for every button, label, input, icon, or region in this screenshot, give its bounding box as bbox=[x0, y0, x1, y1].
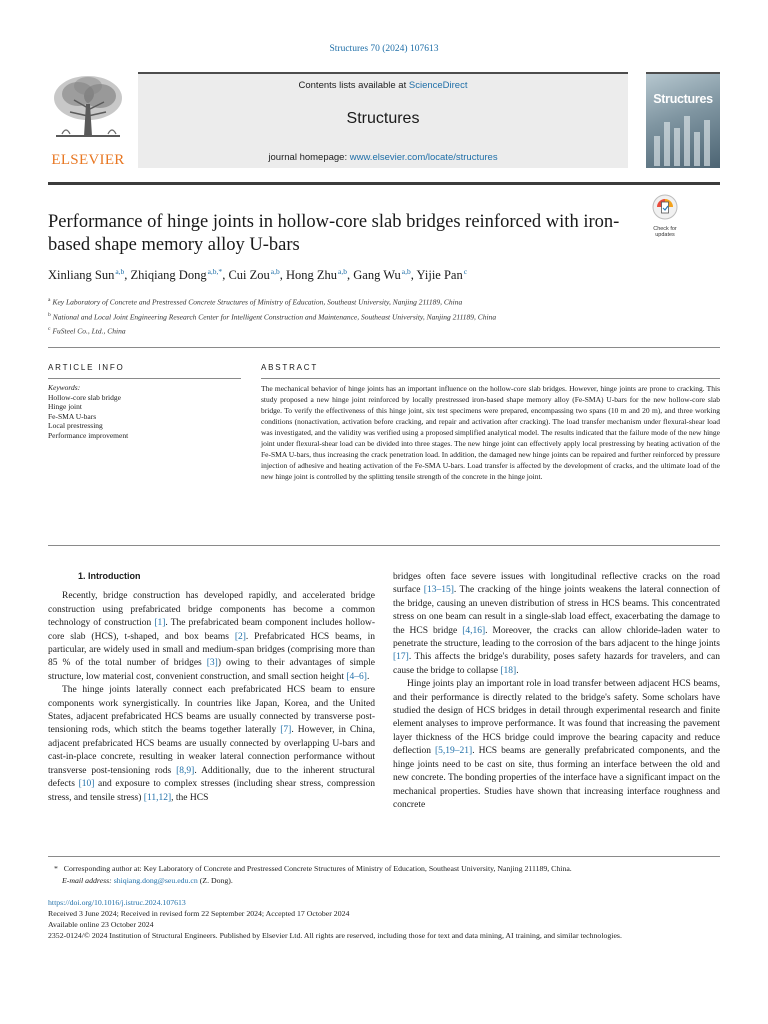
sciencedirect-link[interactable]: ScienceDirect bbox=[408, 80, 468, 91]
journal-homepage-link[interactable]: www.elsevier.com/locate/structures bbox=[349, 152, 498, 163]
abstract-end-rule bbox=[48, 545, 720, 546]
body-paragraph: Recently, bridge construction has developed rapidly, and accelerated bridge construction using prefabricated bridge components has become a common technology of construction [1]. The prefabricated beam component includes hollow-core slab (HCS), t-shaped, and box beams [2]. Prefabricated HCS beams, in particular, are widely used in small and medium-span bridges (comprising more than 85 % of the total number of bridges [3]) owing to their advantages of simple structure, low material cost, convenient construction, and small section height [4–6]. bbox=[48, 591, 376, 682]
cover-title: Structures bbox=[653, 92, 713, 106]
doi-link[interactable]: https://doi.org/10.1016/j.istruc.2024.107613 bbox=[48, 898, 186, 907]
available-online: Available online 23 October 2024 bbox=[48, 920, 154, 929]
author-list: Xinliang Sun$^{a,b}$, Zhiqiang Dong$^{a,b,*}$, Cui Zou$^{a,b}$, Hong Zhu$^{a,b}$, Gang Wu$^{a,b}$, Yijie Pan$^c$ bbox=[48, 267, 468, 282]
reference-link[interactable]: [7] bbox=[280, 725, 292, 736]
email-note bbox=[48, 875, 720, 887]
author-affiliation-mark[interactable]: a,b bbox=[338, 267, 347, 276]
keywords-list bbox=[48, 393, 241, 441]
keyword: Hollow-core slab bridge bbox=[48, 392, 121, 402]
affiliation-text: Key Laboratory of Concrete and Prestressed Concrete Structures of Ministry of Education, Southeast University, Nanjing 211189, China bbox=[52, 297, 463, 307]
keywords-block bbox=[48, 383, 241, 440]
journal-reference[interactable]: Structures 70 (2024) 107613 bbox=[329, 44, 439, 54]
reference-link[interactable]: [13–15] bbox=[423, 585, 454, 596]
article-info-rule bbox=[48, 378, 241, 379]
check-for-updates-button[interactable] bbox=[646, 194, 684, 238]
author-name[interactable]: Gang Wu bbox=[353, 268, 401, 282]
email-link[interactable]: shiqiang.dong@seu.edu.cn bbox=[113, 876, 198, 885]
homepage-prefix: journal homepage: bbox=[268, 152, 350, 163]
reference-link[interactable]: [1] bbox=[154, 618, 166, 629]
affiliation bbox=[48, 294, 720, 309]
reference-link[interactable]: [3] bbox=[206, 658, 218, 669]
author[interactable] bbox=[353, 268, 411, 282]
keyword: Local prestressing bbox=[48, 421, 103, 430]
body-paragraph: Hinge joints play an important role in load transfer between adjacent HCS beams, and their performance is directly related to the bridge's safety. Some scholars have studied the design of HCS bridges in detail through experimental research and finite element analyses to improve performance. It was found that increasing the pavement layer thickness of the HCS bridge could improve the bearing capacity and reduce deflection [5,19–21]. HCS beams are generally prefabricated components, and the hinge joints need to be cast on site, thus forming an interface between the old and new concrete. The bonding properties of the interface have a significant impact on the mechanical properties. Studies have shown that increasing interface roughness and concrete bbox=[393, 679, 721, 810]
affiliation-text: FuSteel Co., Ltd., China bbox=[52, 326, 126, 336]
affiliation-mark: a bbox=[48, 297, 51, 303]
keyword: Performance improvement bbox=[48, 430, 129, 440]
corresponding-text: Corresponding author at: Key Laboratory of Concrete and Prestressed Concrete Structures of Ministry of Education, Southeast University, Nanjing 211189, China. bbox=[63, 864, 572, 873]
author-name[interactable]: Xinliang Sun bbox=[48, 268, 115, 282]
reference-link[interactable]: [18] bbox=[500, 665, 517, 676]
reference-link[interactable]: [11,12] bbox=[143, 792, 172, 803]
left-paragraphs bbox=[48, 590, 375, 805]
contents-line bbox=[138, 80, 628, 91]
footnote-rule bbox=[48, 856, 720, 857]
reference-link[interactable]: [5,19–21] bbox=[435, 746, 473, 757]
author[interactable] bbox=[48, 268, 124, 282]
received-dates: Received 3 June 2024; Received in revised form 22 September 2024; Accepted 17 October 2024 bbox=[48, 909, 350, 918]
elsevier-logo[interactable] bbox=[48, 72, 128, 168]
abstract-rule bbox=[261, 378, 720, 379]
affiliation-mark: c bbox=[48, 326, 51, 332]
cover-image bbox=[652, 114, 714, 166]
author-name[interactable]: Hong Zhu bbox=[285, 268, 338, 282]
body-paragraph: bridges often face severe issues with longitudinal reflective cracks on the road surface [13–15]. The cracking of the hinge joints weakens the lateral connection of the bridge, causing an uneven distribution of stress in HCS beams. This concentrated stress on one beam can result in a single-slab load effect, exacerbating the damage to the HCS bridge [4,16]. Moreover, the cracks can allow chloride-laden water to penetrate the structure, leading to the corrosion of the bars adjacent to the hinge joints [17]. This affects the bridge's durability, poses safety hazards for travelers, and can cause the bridge to collapse [18]. bbox=[393, 572, 720, 676]
reference-link[interactable]: [4–6] bbox=[346, 671, 367, 682]
reference-link[interactable]: [2] bbox=[234, 631, 246, 642]
reference-link[interactable]: [17] bbox=[393, 652, 409, 663]
check-for-updates-icon bbox=[652, 194, 678, 220]
author[interactable] bbox=[228, 268, 279, 282]
footnotes bbox=[48, 863, 720, 887]
elsevier-wordmark: ELSEVIER bbox=[51, 152, 125, 168]
keyword: Fe-SMA U-bars bbox=[48, 411, 97, 421]
paper-title: Performance of hinge joints in hollow-core slab bridges reinforced with iron-based shape memory alloy U-bars bbox=[48, 212, 620, 255]
body-paragraph: The hinge joints laterally connect each prefabricated HCS beam to ensure components work synergistically. In countries like Japan, Korea, and the United States, adjacent prefabricated HCS beams are usually connected by transverse post-tensioning rods, which stitch the beams together laterally [7]. However, in China, adjacent prefabricated HCS beams are usually connected by overlapping U-bars and cast-in-place concrete, resulting in weaker lateral connection performance without transverse post-tensioning rods [8,9]. Additionally, due to the inherent structural defects [10] and exposure to complex stresses (including shear stress, compression stress, and tensile stress) [11,12], the HCS bbox=[48, 685, 376, 803]
author-affiliation-mark[interactable]: a,b bbox=[270, 267, 280, 276]
body-column-left bbox=[48, 570, 375, 805]
author[interactable] bbox=[417, 268, 468, 282]
right-paragraphs bbox=[393, 571, 720, 812]
header-divider bbox=[48, 182, 720, 185]
journal-name[interactable]: Structures bbox=[346, 110, 420, 127]
affiliation-list bbox=[48, 294, 720, 338]
homepage-line bbox=[138, 152, 628, 163]
author-name[interactable]: Zhiqiang Dong bbox=[130, 268, 207, 282]
author-name[interactable]: Yijie Pan bbox=[416, 268, 463, 282]
author-affiliation-mark[interactable]: a,b bbox=[401, 267, 411, 276]
email-suffix: (Z. Dong). bbox=[197, 876, 233, 885]
author-affiliation-mark[interactable]: c bbox=[463, 267, 468, 276]
copyright-notice: 2352-0124/© 2024 Institution of Structural Engineers. Published by Elsevier Ltd. All rights are reserved, including those for text and data mining, AI training, and similar technologies. bbox=[48, 931, 622, 940]
keywords-label: Keywords: bbox=[48, 383, 81, 392]
front-matter-divider bbox=[48, 347, 720, 348]
affiliation-mark: b bbox=[48, 311, 51, 318]
author-name[interactable]: Cui Zou bbox=[228, 268, 270, 282]
journal-header bbox=[138, 72, 628, 168]
corresponding-mark: * bbox=[54, 864, 58, 873]
abstract-heading: ABSTRACT bbox=[261, 363, 319, 372]
section-title-introduction: 1. Introduction bbox=[78, 571, 141, 581]
affiliation bbox=[48, 309, 720, 324]
check-for-updates-label: Check for updates bbox=[653, 226, 677, 238]
contents-prefix: Contents lists available at bbox=[298, 80, 409, 91]
corresponding-author-note bbox=[48, 863, 720, 875]
affiliation bbox=[48, 323, 720, 338]
reference-link[interactable]: [8,9] bbox=[176, 765, 195, 776]
journal-cover[interactable] bbox=[646, 72, 720, 168]
reference-link[interactable]: [4,16] bbox=[462, 625, 486, 636]
author[interactable] bbox=[131, 268, 223, 282]
author[interactable] bbox=[286, 268, 347, 282]
affiliation-text: National and Local Joint Engineering Research Center for Intelligent Construction and Maintenance, Southeast University, Nanjing 211189, China bbox=[52, 312, 497, 321]
author-affiliation-mark[interactable]: a,b bbox=[115, 267, 125, 276]
body-column-right bbox=[393, 571, 720, 812]
publication-info bbox=[48, 897, 720, 941]
abstract-text: The mechanical behavior of hinge joints has an important influence on the hollow-core slab bridges. However, hinge joints are prone to cracking. This study proposed a new hinge joint reinforced by locally prestressed iron-based shape memory alloy (Fe-SMA) U-bars for the new hollow-core slab bridge. To verify the effectiveness of this hinge joint, six test specimens were prepared, encompassing two spans (10 m and 20 m), and three working conditions (nonactivation, activation before cracking, and repair and activation after cracking). The load transfer mechanism under flexural-shear load was investigated, and the validity was verified using a proposed simplified analytical model. The results indicated that the failure mode of the new hinge joint under flexural-shear load can be divided into three stages. The new hinge joint can effectively apply local prestressing by heating activation of the Fe-SMA U-bars, thus increasing the crack penetration load. In addition, the damaged new hinge joints can be repaired and further reinforced by pressure injection of adhesive and heating activation of the Fe-SMA U-bars. Load transfer is affected by the development of cracks, and the ultimate load of the new hinge joint is controlled by the splitting tensile strength of the concrete in the hinge joint. bbox=[261, 384, 720, 481]
reference-link[interactable]: [10] bbox=[78, 779, 95, 790]
keyword: Hinge joint bbox=[48, 402, 82, 411]
article-info-heading: ARTICLE INFO bbox=[48, 363, 125, 372]
email-label: E-mail address: bbox=[62, 876, 112, 885]
author-affiliation-mark[interactable]: a,b,* bbox=[207, 267, 223, 276]
elsevier-tree-icon bbox=[48, 72, 128, 144]
